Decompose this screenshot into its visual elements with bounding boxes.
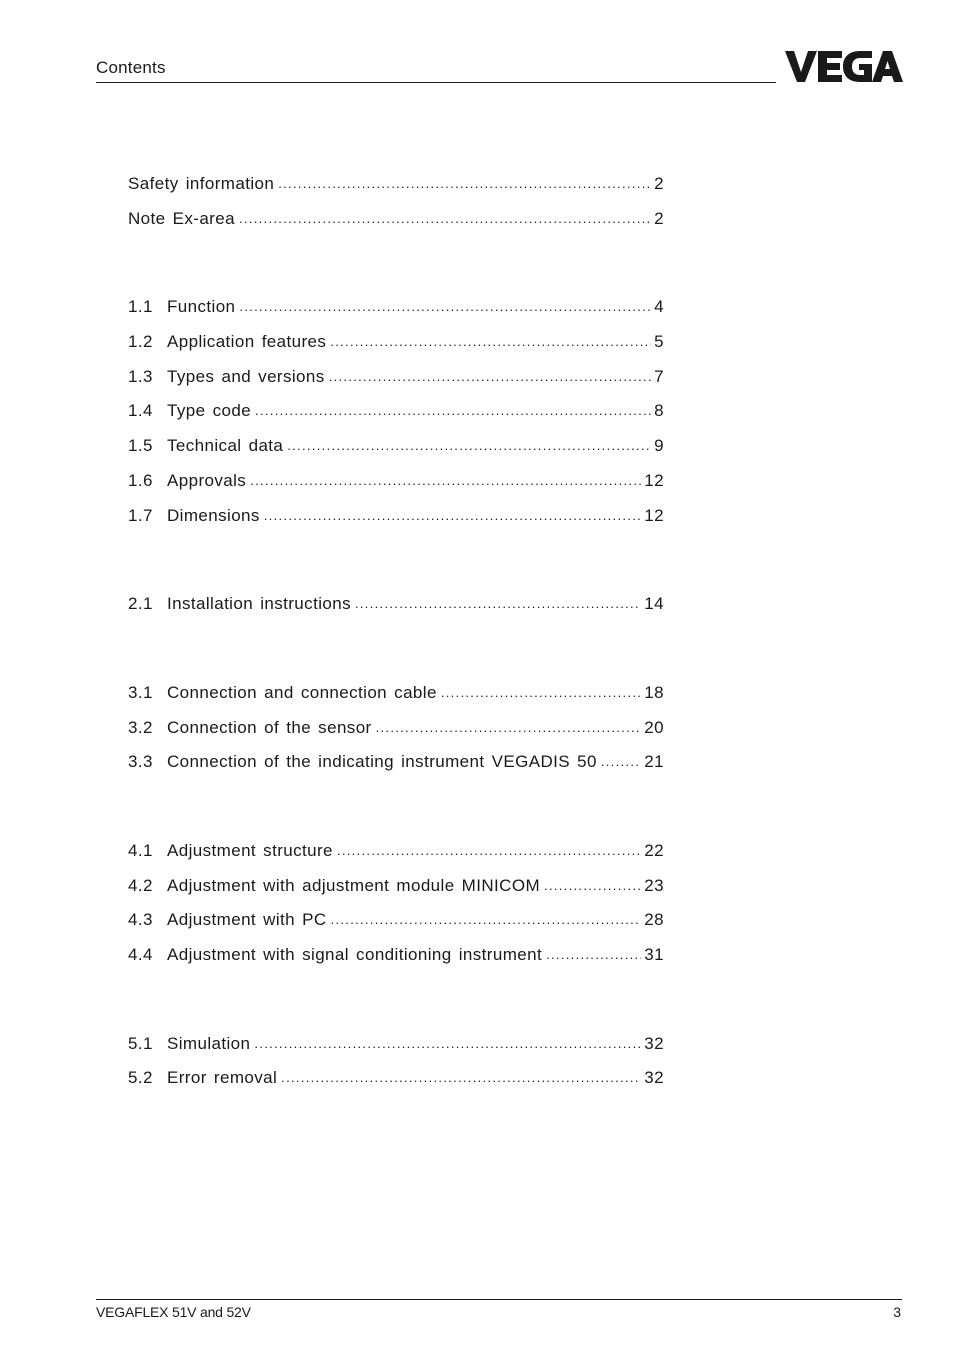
vega-logo [784,48,904,84]
toc-entry-label: Connection and connection cable [167,682,437,702]
toc-leader-dots [544,874,641,891]
toc-entry-label: Application features [167,332,327,352]
toc-entry-label: Type code [167,401,252,421]
toc-entry-page: 21 [644,752,664,772]
toc-entry-number: 3.1 [128,682,153,702]
toc-entry-label: Connection of the indicating instrument VEGADIS 50 [167,752,597,772]
toc-group-4 [128,839,664,978]
toc-leader-dots [278,172,651,189]
toc-entry-label: Error removal [167,1068,278,1088]
toc-entry-number: 3.3 [128,752,153,772]
toc-entry-label: Types and versions [167,366,325,386]
toc-entry-number: 4.4 [128,945,153,964]
toc-entry[interactable] [128,172,664,207]
toc-entry-page: 31 [644,945,664,964]
toc-leader-dots [331,908,642,925]
toc-leader-dots [337,839,641,856]
toc-leader-dots [376,716,642,733]
toc-entry-page: 5 [654,332,664,352]
toc-entry-page: 14 [644,594,664,614]
toc-entry-page: 2 [654,208,664,228]
toc-leader-dots [264,504,641,521]
toc-entry-number: 1.1 [128,297,153,317]
toc-leader-dots [239,207,651,224]
toc-entry-number: 1.4 [128,401,153,421]
toc-entry[interactable] [128,943,664,978]
toc-leader-dots [441,681,641,698]
toc-entry[interactable] [128,1032,664,1067]
toc-entry-label: Adjustment structure [167,840,333,860]
toc-entry[interactable] [128,207,664,242]
toc-leader-dots [287,434,651,451]
toc-entry-number: 2.1 [128,594,153,614]
toc-entry-page: 22 [644,840,664,860]
toc-entry[interactable] [128,750,664,785]
vega-logo-icon [784,48,904,84]
toc-group-safety [128,172,664,241]
toc-group-2 [128,592,664,627]
toc-entry-page: 32 [644,1068,664,1088]
toc-entry-label: Note Ex-area [128,208,235,228]
toc-entry-page: 28 [644,910,664,930]
toc-entry-page: 23 [644,875,664,895]
toc-entry[interactable] [128,399,664,434]
toc-entry-page: 2 [654,174,664,193]
header-title: Contents [96,58,166,77]
toc-entry-number: 5.2 [128,1068,153,1088]
toc-entry-page: 8 [654,401,664,421]
toc-entry-number: 1.7 [128,505,153,525]
toc-entry-number: 4.3 [128,910,153,930]
footer-doc-title: VEGAFLEX 51V and 52V [96,1304,251,1320]
footer-rule [96,1299,902,1300]
toc-entry-label: Adjustment with adjustment module MINICOM [167,875,541,895]
toc-group-1 [128,295,664,538]
footer-page-number: 3 [893,1304,901,1320]
toc-entry-label: Simulation [167,1033,251,1053]
toc-entry-number: 1.5 [128,436,153,456]
toc-entry-number: 4.2 [128,875,153,895]
toc-entry[interactable] [128,365,664,400]
toc-entry[interactable] [128,839,664,874]
toc-entry-number: 3.2 [128,717,153,737]
toc-entry-number: 5.1 [128,1033,153,1053]
toc-entry-page: 4 [654,297,664,317]
toc-entry-label: Adjustment with PC [167,910,327,930]
toc-entry[interactable] [128,295,664,330]
toc-leader-dots [546,943,641,960]
table-of-contents [128,172,664,1101]
toc-entry[interactable] [128,592,664,627]
toc-entry-label: Adjustment with signal conditioning instrument [167,945,543,964]
toc-group-5 [128,1032,664,1101]
toc-entry-label: Function [167,297,236,317]
toc-entry[interactable] [128,874,664,909]
toc-entry-page: 18 [644,682,664,702]
toc-entry[interactable] [128,330,664,365]
toc-entry-page: 32 [644,1033,664,1053]
toc-entry-label: Technical data [167,436,284,456]
toc-entry-number: 1.6 [128,470,153,490]
toc-entry-label: Installation instructions [167,594,351,614]
toc-entry[interactable] [128,469,664,504]
toc-entry-page: 12 [644,470,664,490]
toc-entry-label: Safety information [128,174,275,193]
toc-entry[interactable] [128,1066,664,1101]
toc-entry-number: 4.1 [128,840,153,860]
toc-leader-dots [330,330,651,347]
toc-group-3 [128,681,664,785]
toc-leader-dots [329,365,651,382]
toc-leader-dots [355,592,641,609]
toc-entry[interactable] [128,716,664,751]
toc-leader-dots [281,1066,641,1083]
toc-leader-dots [254,1032,641,1049]
toc-entry[interactable] [128,681,664,716]
toc-entry-page: 12 [644,505,664,525]
toc-leader-dots [250,469,641,486]
toc-leader-dots [255,399,651,416]
toc-leader-dots [239,295,651,312]
toc-entry-page: 7 [654,366,664,386]
toc-entry-label: Approvals [167,470,247,490]
toc-entry[interactable] [128,504,664,539]
toc-entry[interactable] [128,908,664,943]
toc-entry-page: 20 [644,717,664,737]
toc-entry[interactable] [128,434,664,469]
header-rule [96,82,776,83]
toc-entry-number: 1.2 [128,332,153,352]
toc-entry-page: 9 [654,436,664,456]
toc-entry-number: 1.3 [128,366,153,386]
toc-leader-dots [601,750,641,767]
toc-entry-label: Connection of the sensor [167,717,372,737]
toc-entry-label: Dimensions [167,505,260,525]
